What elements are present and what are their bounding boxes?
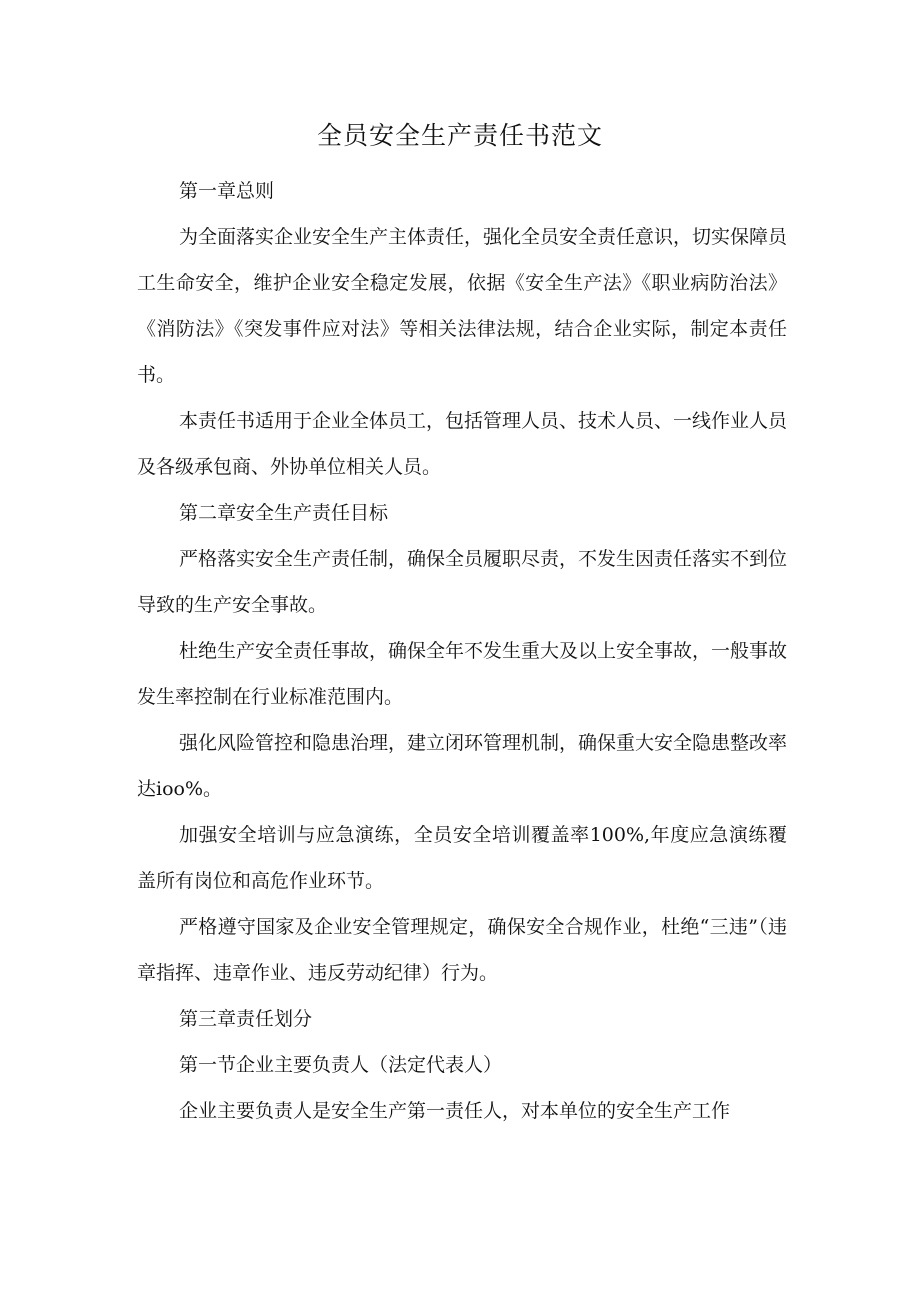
- document-body: [137, 168, 787, 1134]
- paragraph-goal-training: 加强安全培训与应急演练，全员安全培训覆盖率100%,年度应急演练覆盖所有岗位和高危作业环节。: [137, 824, 787, 892]
- paragraph-goal-hazards: 强化风险管控和隐患治理，建立闭环管理机制，确保重大安全隐患整改率达ioo%。: [137, 732, 788, 800]
- paragraph-principal-duty: 企业主要负责人是安全生产第一责任人，对本单位的安全生产工作: [179, 1100, 731, 1122]
- paragraph-goal-accidents: 杜绝生产安全责任事故，确保全年不发生重大及以上安全事故，一般事故发生率控制在行业标准范围内。: [137, 640, 788, 708]
- section-heading-principal: 第一节企业主要负责人（法定代表人）: [179, 1054, 503, 1076]
- chapter-heading-division: 第三章责任划分: [179, 1008, 313, 1030]
- paragraph-goal-compliance: 严格遵守国家及企业安全管理规定，确保安全合规作业，杜绝“三违”（违章指挥、违章作业、违反劳动纪律）行为。: [137, 916, 787, 984]
- paragraph-goal-responsibility: 严格落实安全生产责任制，确保全员履职尽责，不发生因责任落实不到位导致的生产安全事故。: [137, 548, 788, 616]
- chapter-heading-general: 第一章总则: [179, 180, 275, 202]
- paragraph-scope: 本责任书适用于企业全体员工，包括管理人员、技术人员、一线作业人员及各级承包商、外协单位相关人员。: [137, 410, 788, 478]
- paragraph-purpose: 为全面落实企业安全生产主体责任，强化全员安全责任意识，切实保障员工生命安全，维护企业安全稳定发展，依据《安全生产法》《职业病防治法》《消防法》《突发事件应对法》等相关法律法规，结合企业实际，制定本责任书。: [137, 226, 788, 386]
- document-title: 全员安全生产责任书范文: [316, 121, 603, 150]
- chapter-heading-goals: 第二章安全生产责任目标: [179, 502, 389, 524]
